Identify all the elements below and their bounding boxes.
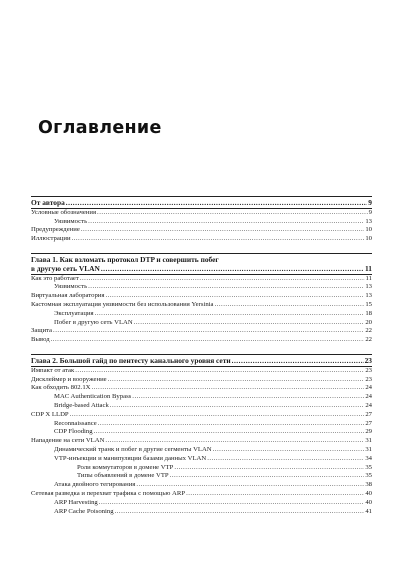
toc-entry-title: Сетевая разведка и перехват трафика с помощью ARP: [31, 489, 186, 497]
leader-dots: [70, 411, 365, 420]
leader-dots: [105, 292, 364, 301]
toc-entry[interactable]: [31, 310, 372, 319]
page-title: Оглавление: [38, 118, 162, 138]
toc-entry-title: ARP Cache Poisoning: [54, 507, 114, 515]
toc-page-number: 23: [365, 375, 372, 383]
leader-dots: [136, 481, 364, 490]
toc-entry[interactable]: [31, 367, 372, 376]
toc-entry[interactable]: [31, 292, 372, 301]
section-gap: [31, 244, 372, 253]
toc-page-number: 22: [365, 336, 372, 344]
toc-entry-title: Уязвимость: [54, 217, 88, 225]
toc-entry[interactable]: [31, 235, 372, 244]
leader-dots: [186, 490, 364, 499]
toc-entry-title: Как обходить 802.1X: [31, 384, 91, 392]
toc-entry[interactable]: [31, 301, 372, 310]
toc-page-number: 13: [365, 283, 372, 291]
toc-entry-title: Уязвимость: [54, 283, 88, 291]
leader-dots: [94, 428, 365, 437]
toc-entry-title: Эксплуатация: [54, 309, 94, 317]
section-gap: [31, 345, 372, 354]
toc-entry-title: Вывод: [31, 336, 50, 344]
toc-entry[interactable]: [31, 226, 372, 235]
toc-entry[interactable]: [31, 420, 372, 429]
toc-page-number: 24: [365, 401, 372, 409]
leader-dots: [75, 367, 364, 376]
toc-entry[interactable]: [31, 481, 372, 490]
toc-entry[interactable]: [31, 209, 372, 218]
toc-entry-title: Предупреждение: [31, 226, 80, 234]
toc-entry-title: Виртуальная лаборатория: [31, 292, 105, 300]
toc-entry[interactable]: [31, 411, 372, 420]
leader-dots: [134, 319, 365, 328]
toc-entry[interactable]: [31, 455, 372, 464]
leader-dots: [115, 508, 365, 517]
toc-page-number: 29: [365, 428, 372, 436]
toc-page-number: 23: [365, 366, 372, 374]
toc-page-number: 35: [365, 472, 372, 480]
toc-entry[interactable]: [31, 283, 372, 292]
toc-entry[interactable]: [31, 499, 372, 508]
leader-dots: [108, 376, 365, 385]
toc-page-number: 34: [365, 454, 372, 462]
leader-dots: [97, 209, 368, 218]
toc-entry-title: CDP Flooding: [54, 428, 93, 436]
leader-dots: [132, 393, 364, 402]
toc-entry-title: Нападение на сети VLAN: [31, 437, 105, 445]
leader-dots: [170, 472, 365, 481]
toc-page-number: 40: [365, 489, 372, 497]
toc-entry-title: Reconnaissance: [54, 419, 97, 427]
leader-dots: [98, 420, 365, 429]
toc-entry-title: MAC Authentication Bypass: [54, 393, 132, 401]
toc-page-number: 38: [365, 481, 372, 489]
toc-entry-title: Роли коммутаторов в домене VTP: [77, 463, 174, 471]
leader-dots: [88, 218, 364, 227]
toc-entry-title: в другую сеть VLAN: [31, 264, 100, 273]
toc-chapter-entry[interactable]: [31, 199, 372, 208]
toc-entry-title: Защита: [31, 327, 53, 335]
toc-entry-title: Условные обозначения: [31, 208, 97, 216]
leader-dots: [215, 301, 365, 310]
toc-entry[interactable]: [31, 428, 372, 437]
toc-entry-title: Динамический транк и побег в другие сегменты VLAN: [54, 445, 212, 453]
toc-entry-title: CDP X LLDP: [31, 410, 69, 418]
toc-page-number: 11: [365, 264, 372, 273]
toc-page-number: 31: [365, 437, 372, 445]
toc-page-number: 13: [365, 217, 372, 225]
toc-page-number: 40: [365, 498, 372, 506]
toc-entry[interactable]: [31, 336, 372, 345]
toc-entry[interactable]: [31, 327, 372, 336]
toc-page-number: 31: [365, 445, 372, 453]
toc-entry[interactable]: [31, 446, 372, 455]
toc-page-number: 35: [365, 463, 372, 471]
leader-dots: [92, 384, 365, 393]
leader-dots: [51, 336, 365, 345]
toc-page-number: 9: [368, 199, 372, 207]
toc-entry[interactable]: [31, 275, 372, 284]
toc-page-number: 11: [365, 274, 372, 282]
toc-entry-title: Кастомная эксплуатация уязвимости без использования Yersinia: [31, 300, 214, 308]
leader-dots: [105, 437, 364, 446]
toc-entry-title: VTP-инъекции и манипуляции базами данных VLAN: [54, 454, 207, 462]
toc-entry[interactable]: [31, 384, 372, 393]
toc-entry[interactable]: [31, 490, 372, 499]
toc-page-number: 24: [365, 384, 372, 392]
toc-entry-title: Как это работает: [31, 274, 79, 282]
toc-page-number: 23: [364, 356, 372, 365]
toc-page-number: 27: [365, 419, 372, 427]
leader-dots: [95, 310, 365, 319]
leader-dots: [81, 226, 365, 235]
leader-dots: [72, 235, 365, 244]
leader-dots: [88, 283, 364, 292]
toc-page-number: 18: [365, 309, 372, 317]
toc-page-number: 15: [365, 300, 372, 308]
toc-entry[interactable]: [31, 319, 372, 328]
toc-chapter-entry[interactable]: [31, 265, 372, 274]
toc-entry[interactable]: [31, 472, 372, 481]
leader-dots: [53, 327, 364, 336]
toc-entry[interactable]: [31, 376, 372, 385]
chapter-heading-line: Глава 1. Как взломать протокол DTP и совершить побег: [31, 254, 219, 264]
leader-dots: [110, 402, 365, 411]
leader-dots: [101, 265, 364, 274]
toc-entry[interactable]: [31, 464, 372, 473]
toc-entry[interactable]: [31, 393, 372, 402]
leader-dots: [99, 499, 365, 508]
toc-page-number: 22: [365, 327, 372, 335]
toc-entry[interactable]: [31, 218, 372, 227]
leader-dots: [80, 275, 365, 284]
toc-entry-title: Дисклеймер и вооружение: [31, 375, 107, 383]
toc-entry-title: Импакт от атак: [31, 366, 75, 374]
toc-entry-title: ARP Harvesting: [54, 498, 98, 506]
toc-page-number: 27: [365, 410, 372, 418]
toc-page-number: 41: [365, 507, 372, 515]
toc-page-number: 9: [368, 208, 372, 216]
leader-dots: [207, 455, 364, 464]
toc-page-number: 20: [365, 318, 372, 326]
toc-entry[interactable]: [31, 402, 372, 411]
toc-entry-title: От автора: [31, 199, 65, 207]
toc-entry-title: Побег в другую сеть VLAN: [54, 318, 133, 326]
leader-dots: [174, 464, 364, 473]
toc-page-number: 10: [365, 235, 372, 243]
toc-page-number: 24: [365, 393, 372, 401]
leader-dots: [232, 357, 364, 366]
toc-entry-title: Глава 2. Большой гайд по пентесту канального уровня сети: [31, 356, 231, 365]
toc-entry-title: Типы объявлений в домене VTP: [77, 472, 169, 480]
toc-entry[interactable]: [31, 437, 372, 446]
toc-entry-title: Иллюстрации: [31, 235, 71, 243]
toc-entry-title: Bridge-based Attack: [54, 401, 109, 409]
table-of-contents: [31, 196, 372, 516]
leader-dots: [66, 199, 368, 208]
toc-page-number: 13: [365, 292, 372, 300]
toc-page-number: 10: [365, 226, 372, 234]
toc-entry-title: Атака двойного тегирования: [54, 481, 136, 489]
leader-dots: [213, 446, 365, 455]
toc-entry[interactable]: [31, 508, 372, 517]
toc-chapter-entry[interactable]: [31, 357, 372, 366]
